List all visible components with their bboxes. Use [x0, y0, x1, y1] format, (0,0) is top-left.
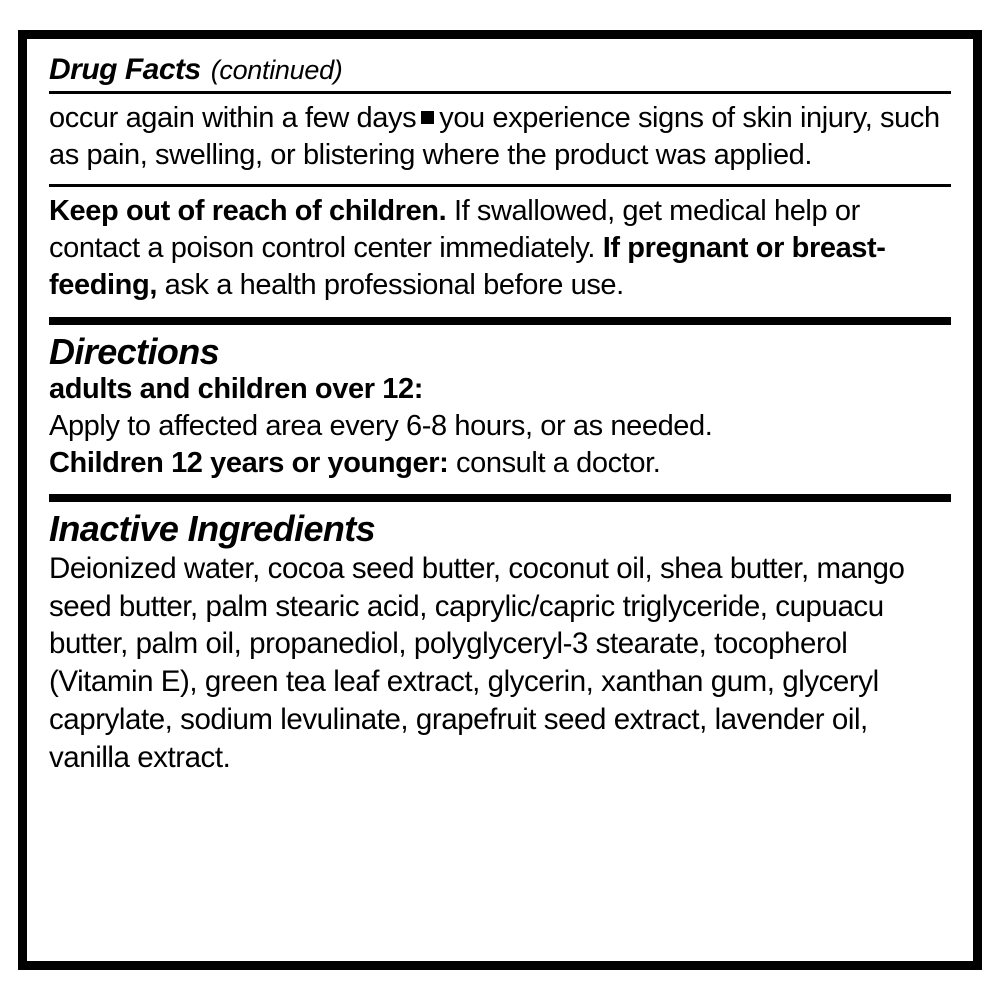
drug-facts-title-row	[49, 53, 951, 91]
directions-children-line	[49, 445, 951, 482]
directions-children-label: Children 12 years or younger:	[49, 447, 449, 480]
divider-above-keep-out	[49, 184, 951, 187]
warnings-continued-section	[49, 100, 951, 174]
keep-out-body-1: If swallowed, get medical help or contact a poison control center immediately.	[49, 195, 860, 265]
divider-under-title	[49, 91, 951, 94]
keep-out-lead: Keep out of reach of children.	[49, 195, 447, 228]
warnings-text-after-bullet: you experience signs of skin injury, such as pain, swelling, or blistering where the product was applied.	[49, 102, 940, 172]
inactive-ingredients-section	[49, 507, 951, 776]
divider-above-inactive	[49, 494, 951, 502]
warnings-text-before-bullet: occur again within a few days	[49, 102, 417, 134]
inactive-ingredients-text: Deionized water, cocoa seed butter, coconut oil, shea butter, mango seed butter, palm stearic acid, caprylic/capric triglyceride, cupuacu butter, palm oil, propanediol, polyglyceryl-3 stearate, tocopherol (Vitamin E), green tea leaf extract, glycerin, xanthan gum, glyceryl caprylate, sodium levulinate, grapefruit seed extract, lavender oil, vanilla extract.	[49, 551, 905, 774]
inactive-ingredients-heading: Inactive Ingredients	[49, 507, 376, 549]
directions-adults-label: adults and children over 12:	[49, 373, 423, 406]
page-title: Drug Facts	[49, 53, 201, 86]
page-title-suffix: (continued)	[210, 55, 343, 85]
directions-section	[49, 330, 951, 482]
square-bullet-icon	[421, 111, 434, 124]
divider-above-directions	[49, 317, 951, 325]
drug-facts-panel	[18, 30, 982, 970]
directions-adults-text: Apply to affected area every 6-8 hours, or as needed.	[49, 410, 713, 443]
directions-children-text: consult a doctor.	[448, 447, 661, 480]
keep-out-of-reach-section	[49, 193, 951, 304]
directions-heading: Directions	[49, 330, 220, 372]
pregnant-bold: If pregnant or breast-feeding,	[49, 232, 886, 302]
keep-out-body-2: ask a health professional before use.	[156, 269, 624, 302]
